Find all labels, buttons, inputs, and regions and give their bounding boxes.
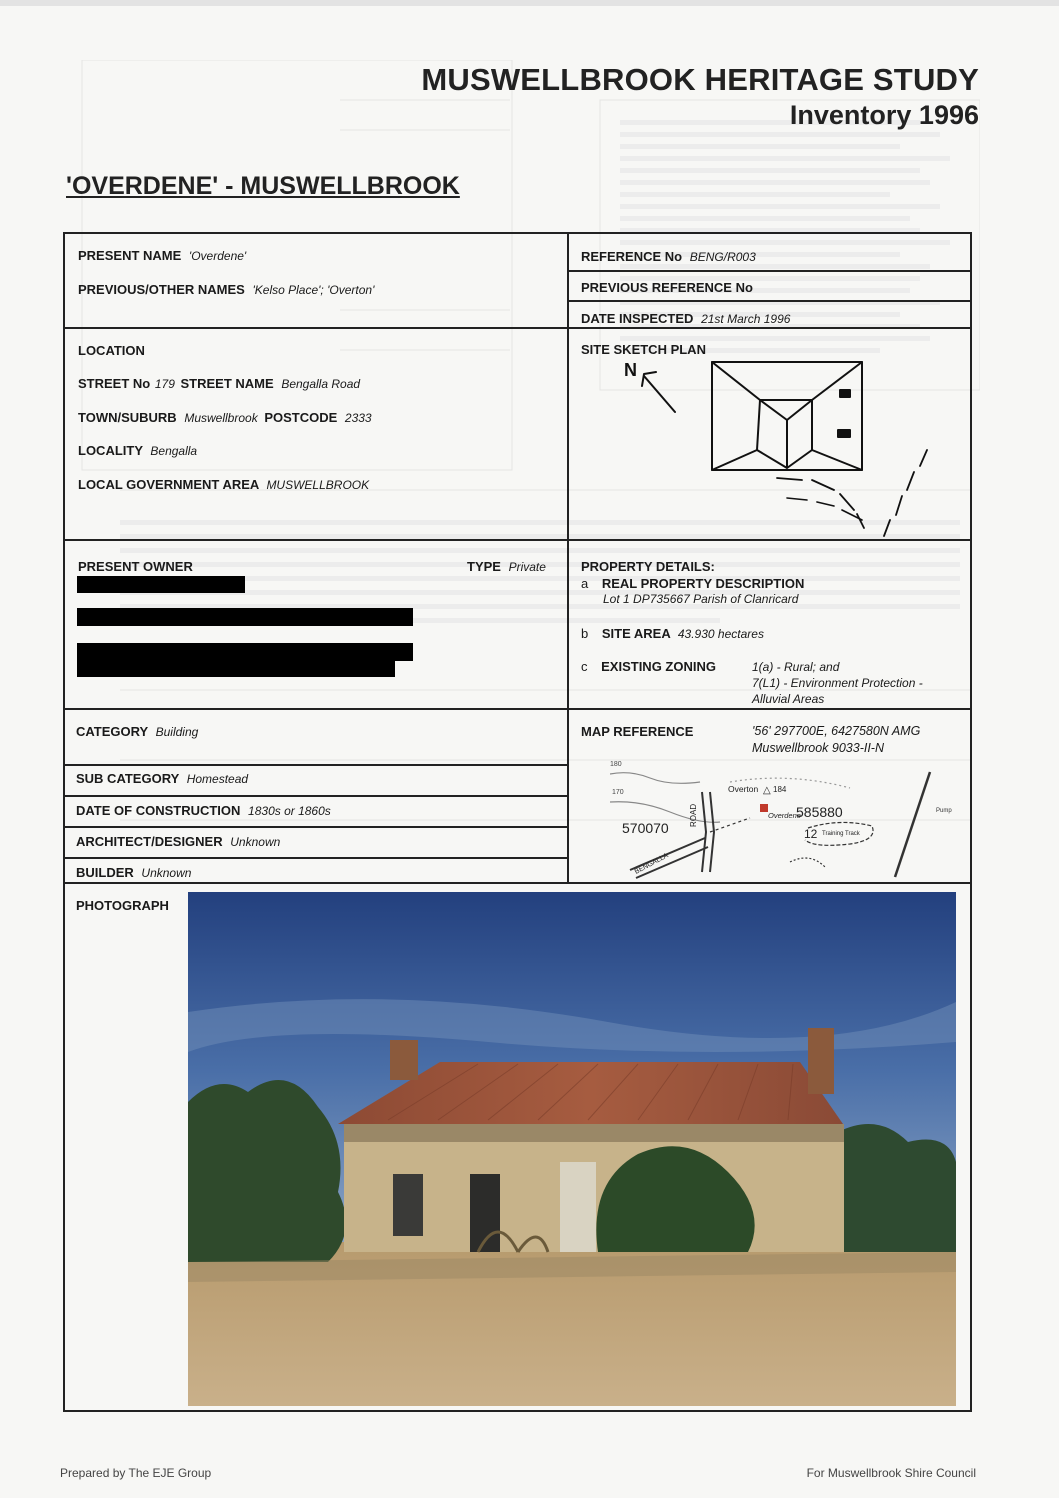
- photo-chimney-left: [390, 1040, 418, 1080]
- row-divider: [568, 270, 972, 272]
- subcategory-value: Homestead: [186, 772, 249, 786]
- map-label-12: 12: [804, 827, 818, 841]
- site-title: 'OVERDENE' - MUSWELLBROOK: [66, 172, 460, 200]
- architect-label: ARCHITECT/DESIGNER: [76, 834, 223, 849]
- builder-label: BUILDER: [76, 865, 134, 880]
- map-reference-value-2: Muswellbrook 9033-II-N: [752, 741, 884, 755]
- architect-field: [76, 834, 280, 849]
- subcategory-field: [76, 771, 248, 786]
- item-letter-b: b: [581, 626, 589, 641]
- map-easting-1: 585880: [796, 804, 843, 820]
- map-reference-value-1: '56' 297700E, 6427580N AMG: [752, 724, 921, 738]
- category-field: [76, 724, 198, 739]
- date-inspected-label: DATE INSPECTED: [581, 311, 694, 326]
- reference-value: BENG/R003: [689, 250, 756, 264]
- real-property-row: [581, 576, 804, 591]
- category-label: CATEGORY: [76, 724, 148, 739]
- column-divider: [567, 233, 569, 883]
- row-divider: [568, 300, 972, 302]
- map-spot-height-180: 180: [610, 761, 622, 768]
- row-divider: [63, 826, 568, 828]
- contour-line: [610, 773, 700, 784]
- photo-house-shadow: [344, 1124, 844, 1142]
- photo-tree-right: [825, 1124, 956, 1252]
- inventory-year: Inventory 1996: [789, 100, 979, 130]
- page-top-edge: [0, 0, 1059, 6]
- redaction-bar: [77, 660, 395, 677]
- previous-names-label: PREVIOUS/OTHER NAMES: [78, 282, 245, 297]
- owner-type-value: Private: [508, 560, 546, 574]
- location-heading: LOCATION: [78, 343, 145, 358]
- map-label-bengalla: BENGALLA: [633, 852, 670, 876]
- north-arrow-letter: N: [624, 360, 637, 380]
- map-label-training-track: Training Track: [822, 831, 860, 837]
- redaction-bar: [77, 576, 245, 593]
- lga-field: [78, 477, 369, 492]
- north-arrow-icon: [644, 376, 675, 412]
- map-reference-label: MAP REFERENCE: [581, 724, 694, 739]
- owner-type-label: TYPE: [467, 559, 501, 574]
- street-field: [78, 376, 360, 391]
- town-field: [78, 410, 372, 425]
- zoning-label: EXISTING ZONING: [601, 659, 716, 674]
- map-easting-2: 570070: [622, 820, 669, 836]
- date-inspected-value: 21st March 1996: [701, 312, 791, 326]
- row-divider: [63, 327, 972, 329]
- site-area-label: SITE AREA: [601, 626, 671, 641]
- previous-reference-label: PREVIOUS REFERENCE No: [581, 280, 753, 295]
- homestead-marker: [760, 804, 768, 812]
- postcode-value: 2333: [344, 411, 372, 425]
- street-no-value: 179: [154, 377, 175, 391]
- roof-lines: [712, 362, 862, 470]
- street-name-value: Bengalla Road: [281, 377, 361, 391]
- property-details-heading: PROPERTY DETAILS:: [581, 559, 715, 574]
- map-label-overton: Overton: [728, 784, 759, 794]
- town-value: Muswellbrook: [184, 411, 258, 425]
- footer-council: For Muswellbrook Shire Council: [806, 1466, 976, 1480]
- row-divider: [63, 764, 568, 766]
- lga-value: MUSWELLBROOK: [266, 478, 370, 492]
- item-letter-c: c: [581, 659, 588, 674]
- real-property-label: REAL PROPERTY DESCRIPTION: [601, 576, 805, 591]
- property-track: [710, 818, 750, 832]
- zoning-row: [581, 659, 716, 674]
- map-label-overdene: Overdene: [768, 811, 801, 820]
- construction-date-field: [76, 803, 331, 818]
- row-divider: [63, 882, 972, 884]
- homestead-photo-illustration: [188, 892, 956, 1406]
- street-no-label: STREET No: [78, 376, 151, 391]
- railway-line: [895, 772, 930, 877]
- photo-verandah-post: [560, 1162, 596, 1252]
- road-line: [702, 792, 706, 872]
- footer-prepared-by: Prepared by The EJE Group: [60, 1466, 212, 1480]
- homestead-photograph: [188, 892, 956, 1406]
- zoning-value-line-1: 1(a) - Rural; and: [752, 660, 840, 674]
- builder-value: Unknown: [141, 866, 192, 880]
- photograph-label: PHOTOGRAPH: [76, 898, 169, 913]
- locality-field: [78, 443, 197, 458]
- north-arrowhead: [642, 372, 656, 386]
- map-label-pump: Pump: [936, 808, 952, 814]
- topographic-map-extract: [610, 752, 970, 882]
- previous-names-field: [78, 282, 374, 297]
- construction-date-label: DATE OF CONSTRUCTION: [76, 803, 241, 818]
- present-name-label: PRESENT NAME: [78, 248, 182, 263]
- row-divider: [63, 795, 568, 797]
- site-area-value: 43.930 hectares: [677, 627, 764, 641]
- boundary-dashes: [787, 498, 862, 520]
- study-title: MUSWELLBROOK HERITAGE STUDY: [421, 62, 979, 97]
- row-divider: [63, 857, 568, 859]
- trig-station-icon: △: [763, 785, 771, 796]
- item-letter-a: a: [581, 576, 589, 591]
- dotted-track: [790, 858, 825, 867]
- reference-field: [581, 249, 756, 264]
- chimney-marker: [838, 430, 850, 437]
- reference-label: REFERENCE No: [581, 249, 683, 264]
- redaction-bar: [77, 643, 413, 661]
- redaction-bar: [77, 608, 413, 626]
- real-property-value: Lot 1 DP735667 Parish of Clanricard: [603, 592, 799, 606]
- owner-type-field: [467, 559, 546, 574]
- roof-ridge: [760, 400, 812, 420]
- site-area-row: [581, 626, 764, 641]
- architect-value: Unknown: [230, 835, 281, 849]
- subcategory-label: SUB CATEGORY: [76, 771, 180, 786]
- present-name-field: [78, 248, 246, 263]
- zoning-value-line-3: Alluvial Areas: [752, 692, 825, 706]
- locality-value: Bengalla: [150, 444, 198, 458]
- boundary-dashes: [777, 450, 927, 536]
- photo-chimney-right: [808, 1028, 834, 1094]
- map-label-road: ROAD: [689, 803, 698, 827]
- postcode-label: POSTCODE: [264, 410, 338, 425]
- zoning-value-line-2: 7(L1) - Environment Protection -: [752, 676, 923, 690]
- previous-names-value: 'Kelso Place'; 'Overton': [252, 283, 375, 297]
- street-name-label: STREET NAME: [180, 376, 274, 391]
- row-divider: [63, 708, 972, 710]
- chimney-marker: [840, 390, 850, 397]
- town-label: TOWN/SUBURB: [78, 410, 177, 425]
- category-value: Building: [155, 725, 199, 739]
- lga-label: LOCAL GOVERNMENT AREA: [78, 477, 259, 492]
- present-owner-label: PRESENT OWNER: [78, 559, 193, 574]
- present-name-value: 'Overdene': [188, 249, 247, 263]
- photo-window: [393, 1174, 423, 1236]
- site-sketch-drawing: [572, 350, 952, 540]
- construction-date-value: 1830s or 1860s: [248, 804, 331, 818]
- builder-field: [76, 865, 191, 880]
- map-spot-height-170: 170: [612, 789, 624, 796]
- locality-label: LOCALITY: [78, 443, 143, 458]
- date-inspected-field: [581, 311, 790, 326]
- site-sketch-label: SITE SKETCH PLAN: [581, 342, 706, 357]
- map-label-overton-height: 184: [773, 785, 787, 794]
